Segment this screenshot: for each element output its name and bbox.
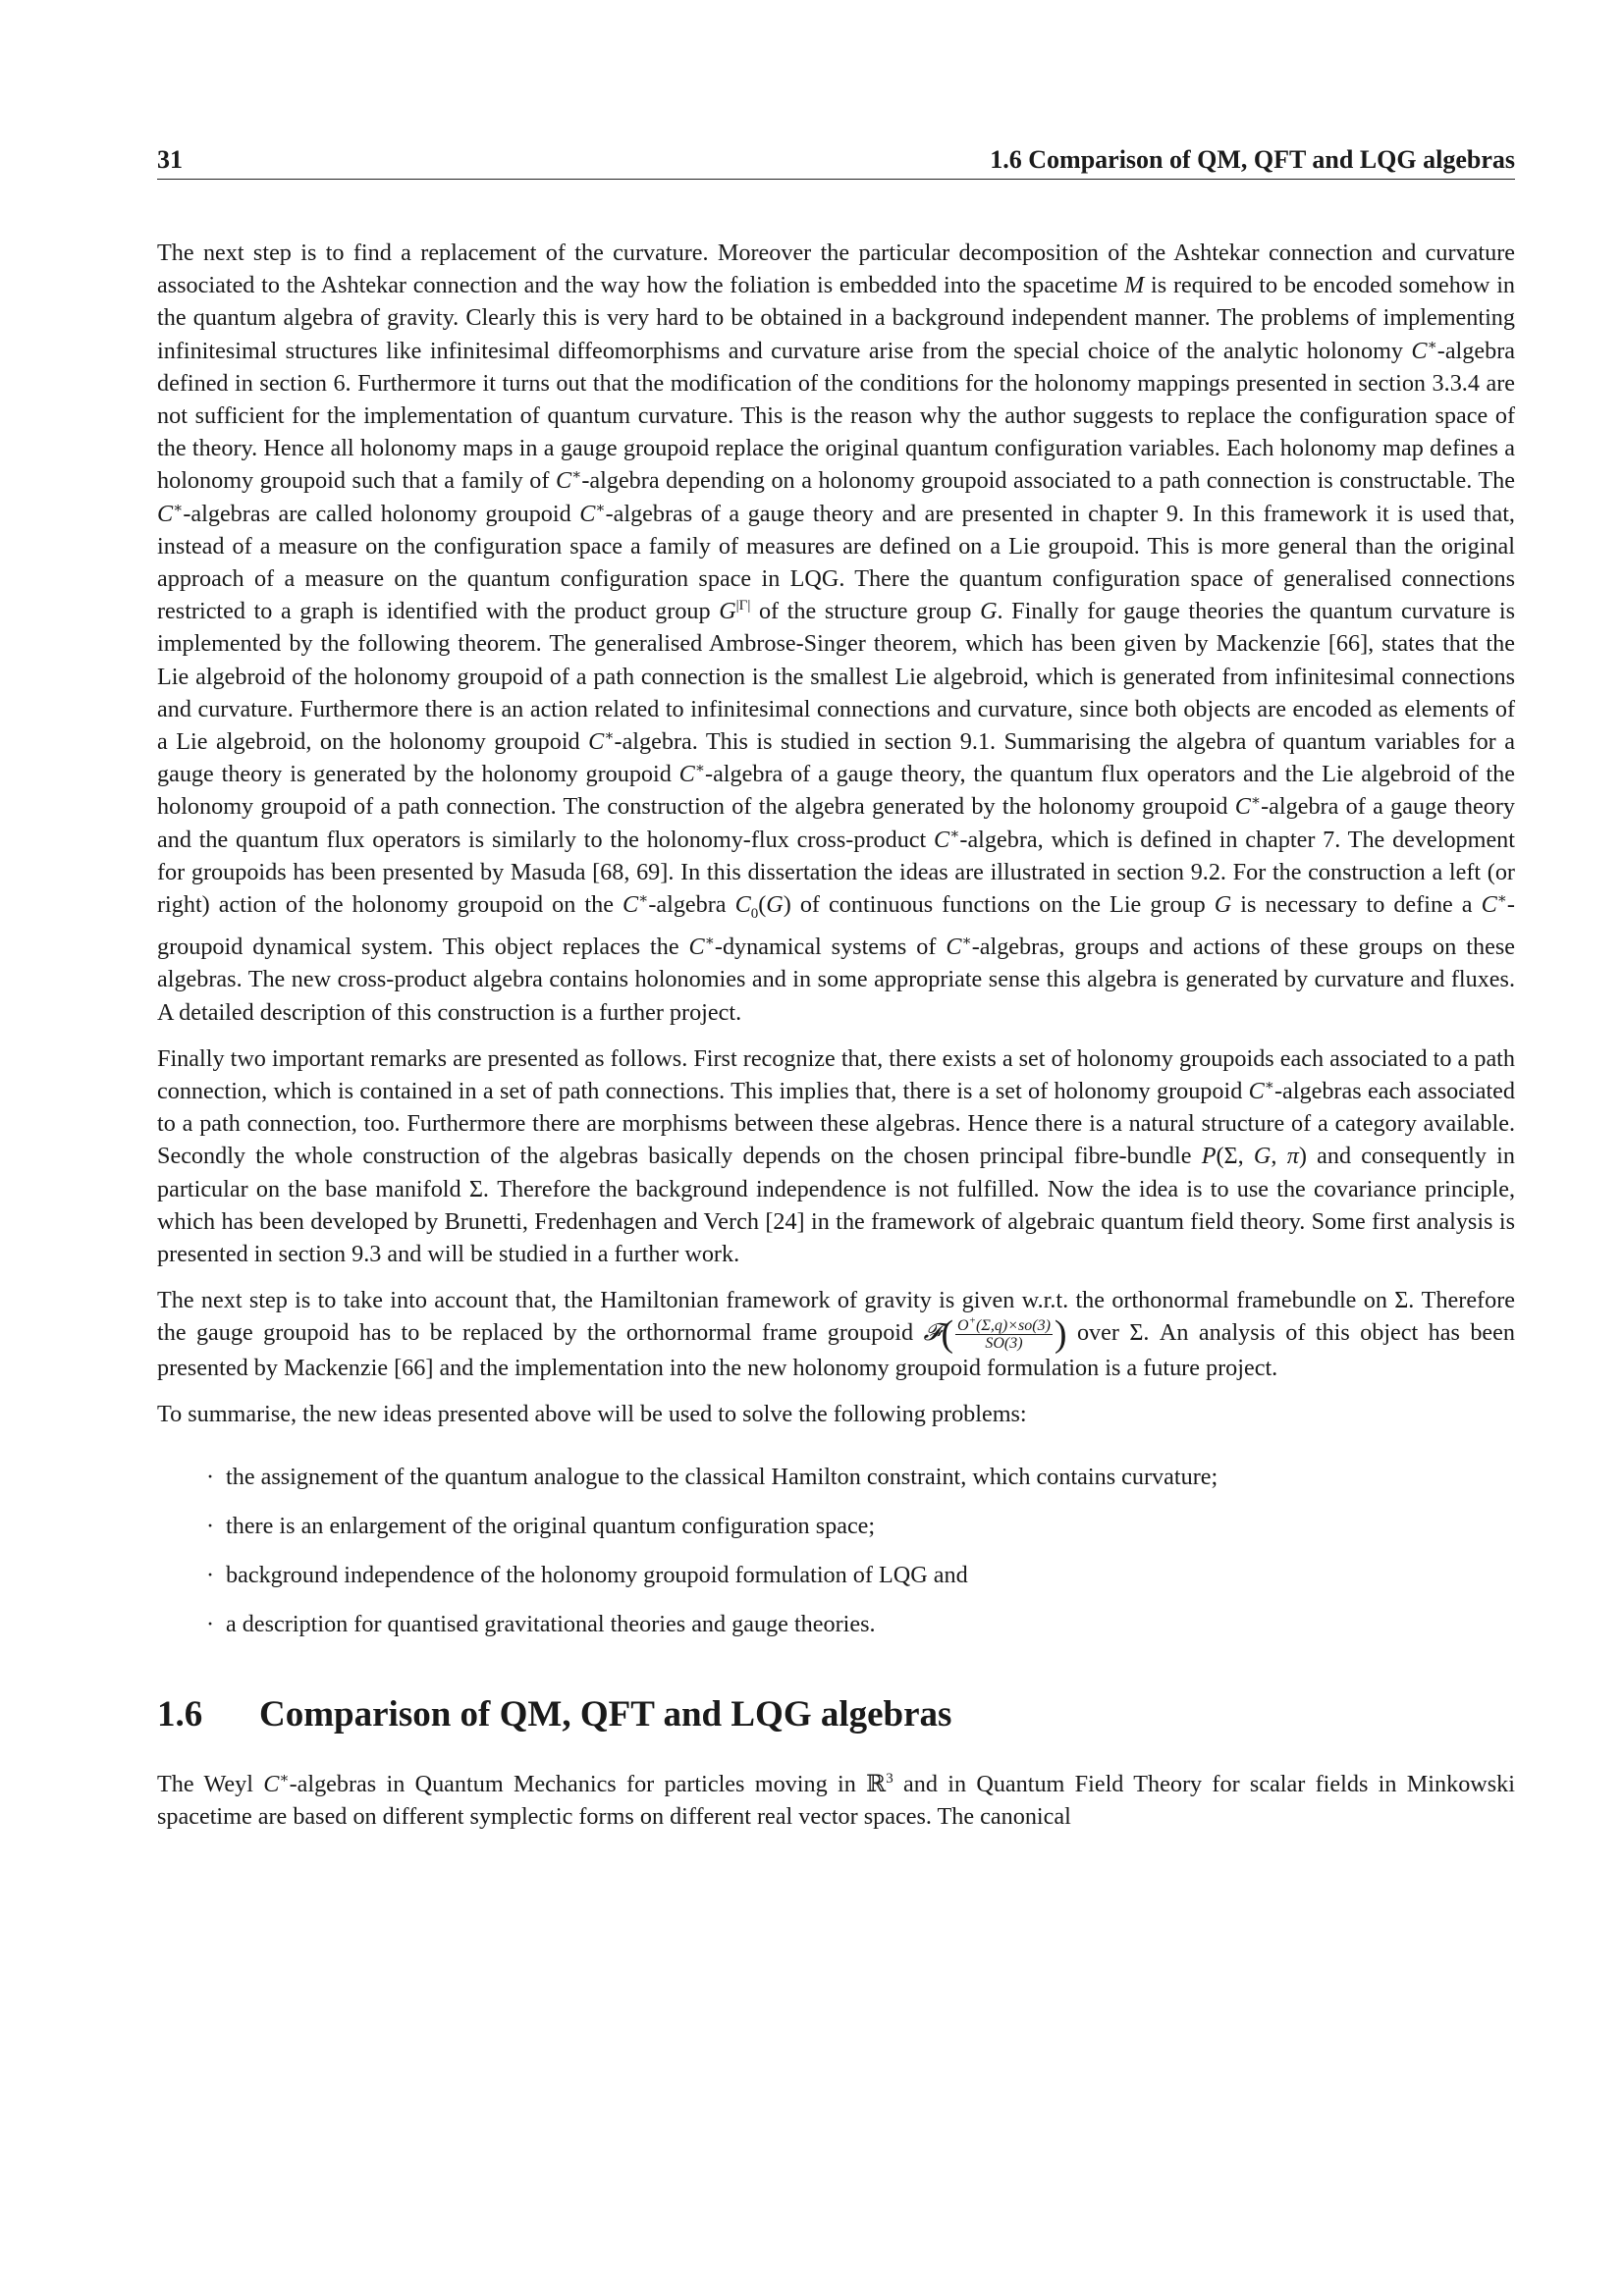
bullet-icon: · (206, 1463, 215, 1490)
list-item: · the assignement of the quantum analogue to the classical Hamilton constraint, which contains curvature; (206, 1461, 1515, 1493)
bullet-icon: · (206, 1562, 215, 1589)
list-item: · a description for quantised gravitational theories and gauge theories. (206, 1608, 1515, 1640)
paragraph-5: The Weyl C∗-algebras in Quantum Mechanics for particles moving in ℝ$^3$ and in Quantum Field Theory for scalar fields in Minkowski spacetime are based on different symplectic forms on different real vector spaces. The canonical (157, 1770, 1515, 1830)
page-number: 31 (157, 145, 183, 174)
paragraph-1: The next step is to find a replacement of the curvature. Moreover the particular decomposition of the Ashtekar connection and curvature associated to the Ashtekar connection and the way how the foliation is embedded into the spacetime M is required to be encoded somehow in the quantum algebra of gravity. Clearly this is very hard to be obtained in a background independent manner. The problems of implementing infinitesimal structures like infinitesimal diffeomorphisms and curvature arise from the special choice of the analytic holonomy C∗-algebra defined in section 6. Furthermore it turns out that the modification of the conditions for the holonomy mappings presented in section 3.3.4 are not sufficient for the implementation of quantum curvature. This is the reason why the author suggests to replace the configuration space of the theory. Hence all holonomy maps in a gauge groupoid replace the original quantum configuration variables. Each holonomy map defines a holonomy groupoid such that a family of C∗-algebra depending on a holonomy groupoid associated to a path connection is constructable. The C∗-algebras are called holonomy groupoid C∗-algebras of a gauge theory and are presented in chapter 9. In this framework it is used that, instead of a measure on the configuration space a family of measures are defined on a Lie groupoid. This is more general than the original approach of a measure on the quantum configuration space in LQG. There the quantum configuration space of generalised connections restricted to a graph is identified with the product group $G^{|\Gamma|}$ of the structure group G. Finally for gauge theories the quantum curvature is implemented by the following theorem. The generalised Ambrose-Singer theorem, which has been given by Mackenzie [66], states that the Lie algebroid of the holonomy groupoid of a path connection is the smallest Lie algebroid, which is generated from infinitesimal connections and curvature. Furthermore there is an action related to infinitesimal connections and curvature, since both objects are encoded as elements of a Lie algebroid, on the holonomy groupoid C∗-algebra. This is studied in section 9.1. Summarising the algebra of quantum variables for a gauge theory is generated by the holonomy groupoid C∗-algebra of a gauge theory, the quantum flux operators and the Lie algebroid of the holonomy groupoid of a path connection. The construction of the algebra generated by the holonomy groupoid C∗-algebra of a gauge theory and the quantum flux operators is similarly to the holonomy-flux cross-product C∗-algebra, which is defined in chapter 7. The development for groupoids has been presented by Masuda [68, 69]. In this dissertation the ideas are illustrated in section 9.2. For the construction a left (or right) action of the holonomy groupoid on the C∗-algebra $C_0(G)$ of continuous functions on the Lie group G is necessary to define a C∗-groupoid dynamical system. This object replaces the C∗-dynamical systems of C∗-algebras, groups and actions of these groups on these algebras. The new cross-product algebra contains holonomies and in some appropriate sense this algebra is generated by curvature and fluxes. A detailed description of this construction is a further project. (157, 240, 1516, 1026)
paragraph-2: Finally two important remarks are presented as follows. First recognize that, there exists a set of holonomy groupoids each associated to a path connection, which is contained in a set of path connections. This implies that, there is a set of holonomy groupoid C∗-algebras each associated to a path connection, too. Furthermore there are morphisms between these algebras. Hence there is a natural structure of a category available. Secondly the whole construction of the algebras basically depends on the chosen principal fibre-bundle P(Σ, G, π) and consequently in particular on the base manifold Σ. Therefore the background independence is not fulfilled. Now the idea is to use the covariance principle, which has been developed by Brunetti, Fredenhagen and Verch [24] in the framework of algebraic quantum field theory. Some first analysis is presented in section 9.3 and will be studied in a further work. (157, 1044, 1515, 1267)
section-number: 1.6 (157, 1693, 203, 1735)
running-header (157, 145, 1515, 180)
section-heading (157, 1693, 1515, 1735)
running-title: 1.6 Comparison of QM, QFT and LQG algebras (990, 145, 1515, 174)
list-item: · there is an enlargement of the original quantum configuration space; (206, 1510, 1515, 1542)
problem-list (206, 1461, 1515, 1641)
section-title: Comparison of QM, QFT and LQG algebras (259, 1693, 952, 1735)
paragraph-3: The next step is to take into account that, the Hamiltonian framework of gravity is given w.r.t. the orthonormal framebundle on Σ. Therefore the gauge groupoid has to be replaced by the orthornormal frame groupoid 𝓕( $\frac{O^+(\Sigma,q)\times so(3)}{SO(3)}$ ) over Σ. An analysis of this object has been presented by Mackenzie [66] and the implementation into the new holonomy groupoid formulation is a future project. (157, 1287, 1515, 1382)
body-text (157, 237, 1515, 1833)
page (157, 145, 1515, 1846)
paragraph-4: To summarise, the new ideas presented above will be used to solve the following problems: (157, 1401, 1027, 1428)
list-item: · background independence of the holonomy groupoid formulation of LQG and (206, 1559, 1515, 1591)
bullet-icon: · (206, 1611, 215, 1638)
bullet-icon: · (206, 1512, 215, 1539)
